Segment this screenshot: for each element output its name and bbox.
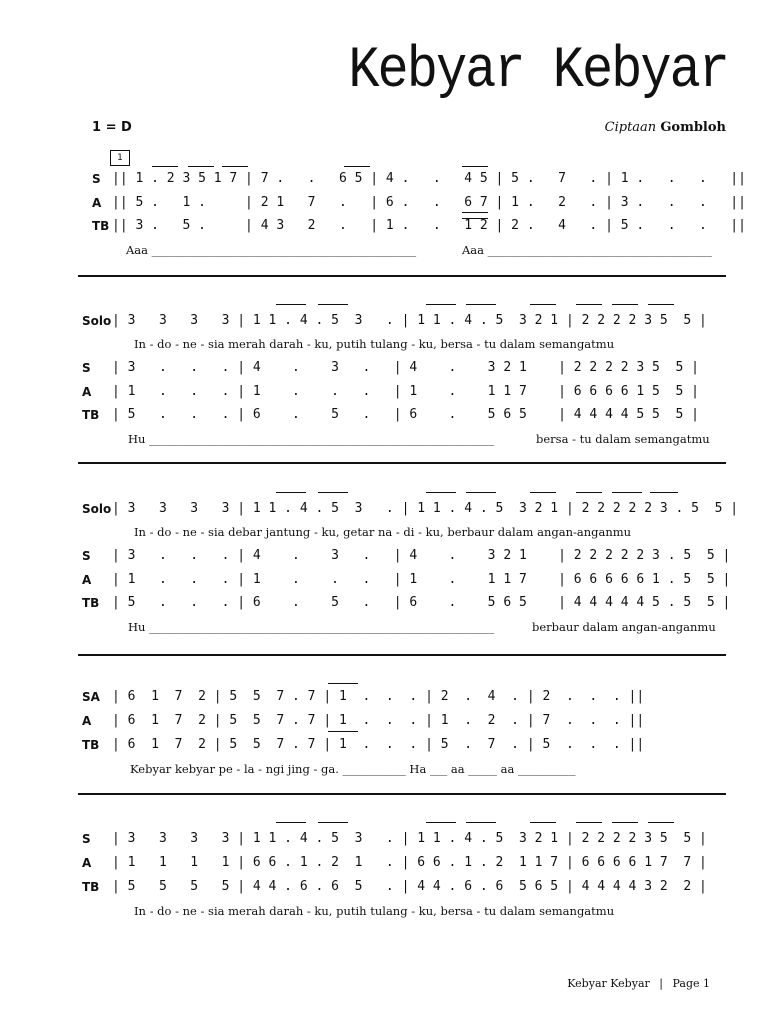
page-number: Page 1 bbox=[672, 977, 710, 990]
beam bbox=[318, 492, 348, 496]
beam bbox=[426, 304, 456, 308]
part-label: TB bbox=[82, 880, 100, 894]
part-label: A bbox=[82, 856, 92, 870]
beam bbox=[426, 822, 456, 826]
part-label: TB bbox=[92, 219, 110, 233]
part-label: A bbox=[82, 385, 92, 399]
lyric-line: In - do - ne - sia merah darah - ku, putih tulang - ku, bersa - tu dalam semangatmu bbox=[134, 337, 615, 351]
beam bbox=[612, 492, 642, 496]
key-signature: 1 = D bbox=[92, 120, 132, 135]
part-label: TB bbox=[82, 738, 100, 752]
lyric-line: Aaa _______________________________________ bbox=[462, 243, 712, 257]
beam bbox=[188, 166, 214, 170]
beam bbox=[328, 731, 358, 735]
beam bbox=[276, 304, 306, 308]
beam bbox=[344, 166, 370, 170]
beam bbox=[612, 304, 638, 308]
beam bbox=[276, 822, 306, 826]
lyric-line: Aaa ______________________________________________ bbox=[126, 243, 417, 257]
beam bbox=[328, 683, 358, 687]
part-label: S bbox=[82, 832, 91, 846]
beam bbox=[318, 304, 348, 308]
lyric-line: bersa - tu dalam semangatmu bbox=[536, 432, 710, 446]
part-label: A bbox=[82, 714, 92, 728]
beam bbox=[648, 822, 674, 826]
section-divider bbox=[78, 654, 726, 656]
part-label: S bbox=[82, 361, 91, 375]
lyric-line: Hu ____________________________________________________________ bbox=[128, 620, 495, 634]
song-title: Kebyar Kebyar bbox=[348, 38, 728, 105]
composer-name: Gombloh bbox=[660, 120, 726, 135]
beam bbox=[222, 166, 248, 170]
part-label: TB bbox=[82, 408, 100, 422]
beam bbox=[530, 822, 556, 826]
beam bbox=[462, 218, 488, 222]
beam bbox=[466, 822, 496, 826]
beam bbox=[612, 822, 638, 826]
beam bbox=[530, 492, 556, 496]
part-label: A bbox=[92, 196, 102, 210]
lyric-line: In - do - ne - sia debar jantung - ku, getar na - di - ku, berbaur dalam angan-anganmu bbox=[134, 525, 632, 539]
beam bbox=[530, 304, 556, 308]
beam bbox=[152, 166, 178, 170]
section-divider bbox=[78, 275, 726, 277]
part-label: A bbox=[82, 573, 92, 587]
beam bbox=[462, 166, 488, 170]
rehearsal-mark: 1 bbox=[110, 150, 130, 166]
part-label: SA bbox=[82, 690, 100, 704]
beam bbox=[650, 492, 678, 496]
lyric-line: In - do - ne - sia merah darah - ku, putih tulang - ku, bersa - tu dalam semangatmu bbox=[134, 904, 615, 918]
footer-title: Kebyar Kebyar bbox=[567, 977, 650, 990]
part-label: Solo bbox=[82, 502, 112, 516]
beam bbox=[576, 492, 602, 496]
section-divider bbox=[78, 462, 726, 464]
beam bbox=[576, 822, 602, 826]
beam bbox=[576, 304, 602, 308]
beam bbox=[466, 304, 496, 308]
part-label: S bbox=[92, 172, 101, 186]
beam bbox=[318, 822, 348, 826]
lyric-line: Kebyar kebyar pe - la - ngi jing - ga. ___________ Ha ___ aa _____ aa __________ bbox=[130, 762, 576, 776]
part-label: Solo bbox=[82, 314, 112, 328]
page-footer bbox=[561, 977, 710, 990]
beam bbox=[648, 304, 674, 308]
beam bbox=[466, 492, 496, 496]
part-label: S bbox=[82, 549, 91, 563]
footer-separator: | bbox=[659, 977, 663, 990]
lyric-line: Hu ____________________________________________________________ bbox=[128, 432, 495, 446]
composer-label: Ciptaan bbox=[604, 120, 657, 135]
part-label: TB bbox=[82, 596, 100, 610]
beam bbox=[276, 492, 306, 496]
section-divider bbox=[78, 793, 726, 795]
lyric-line: berbaur dalam angan-anganmu bbox=[532, 620, 716, 634]
beam bbox=[426, 492, 456, 496]
beam bbox=[462, 212, 488, 216]
composer bbox=[605, 120, 726, 135]
